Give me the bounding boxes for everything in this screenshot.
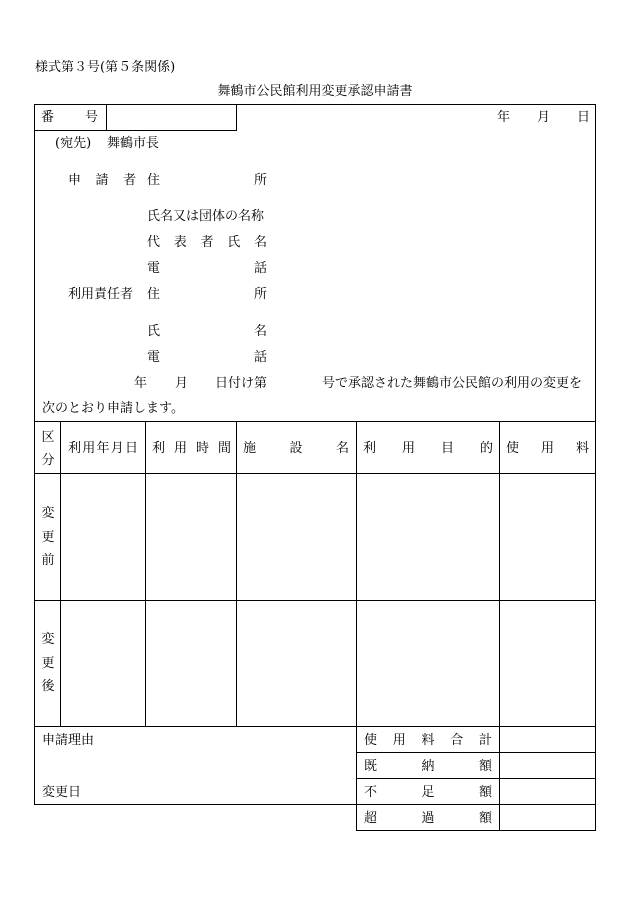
before-time-cell[interactable]: [146, 474, 236, 600]
frame-left: [34, 104, 35, 804]
bottom-line-4: [356, 830, 596, 831]
phone-char: 電: [147, 350, 161, 365]
row-after-char: 後: [41, 679, 55, 694]
address-char: 住: [147, 287, 161, 302]
row-after-char: 変: [41, 632, 55, 647]
after-purpose-cell[interactable]: [357, 601, 499, 726]
after-facility-cell[interactable]: [237, 601, 356, 726]
statement-line2: 次のとおり申請します。: [42, 401, 184, 416]
hdr-char: 利: [363, 441, 377, 456]
statement-day-no: 日付け第: [215, 376, 268, 391]
ft-char: 用: [392, 733, 406, 748]
hdr-char: 設: [289, 441, 303, 456]
form-number: 様式第３号(第５条関係): [35, 60, 176, 75]
row-label-after: [36, 633, 60, 693]
before-date-cell[interactable]: [61, 474, 145, 600]
hdr-char: 用: [82, 441, 96, 456]
ft-char: 使: [364, 733, 378, 748]
frame-right: [595, 104, 596, 831]
hdr-char: 用: [401, 441, 415, 456]
header-category: [36, 431, 60, 467]
applicant-role-char: 請: [95, 173, 109, 188]
hdr-char: 使: [506, 441, 520, 456]
header-category-char: 区: [41, 430, 55, 445]
pd-char: 納: [421, 759, 435, 774]
responsible-role-label: 利用責任者: [68, 287, 134, 302]
hdr-char: 年: [96, 441, 110, 456]
before-purpose-cell[interactable]: [357, 474, 499, 600]
hdr-char: 用: [173, 441, 187, 456]
hdr-char: 時: [195, 441, 209, 456]
number-box-bottom: [34, 130, 237, 131]
pd-char: 既: [364, 759, 378, 774]
address-char: 所: [253, 173, 267, 188]
header-purpose: [363, 442, 493, 455]
row-after-char: 更: [41, 655, 55, 671]
fee-total-label: [364, 734, 492, 747]
number-label: [41, 111, 98, 124]
responsible-address-label: [147, 288, 267, 301]
hdr-char: 的: [479, 441, 493, 456]
before-facility-cell[interactable]: [237, 474, 356, 600]
paid-field[interactable]: [500, 753, 595, 778]
fee-total-field[interactable]: [500, 727, 595, 752]
date-year-label: 年: [497, 110, 511, 125]
hdr-char: 間: [217, 441, 231, 456]
excess-row-left: [356, 804, 357, 831]
name-char: 名: [253, 324, 267, 339]
ft-char: 合: [450, 733, 464, 748]
paid-label: [364, 760, 492, 773]
before-fee-cell[interactable]: [500, 474, 595, 600]
statement-month: 月: [175, 376, 189, 391]
number-label-char-2: 号: [84, 110, 98, 125]
hdr-char: 日: [124, 441, 138, 456]
applicant-phone-label: [147, 262, 267, 275]
after-time-cell[interactable]: [146, 601, 236, 726]
ft-char: 計: [478, 733, 492, 748]
hdr-char: 利: [68, 441, 82, 456]
change-date-label: 変更日: [42, 785, 82, 800]
hdr-char: 名: [335, 441, 349, 456]
addressee-prefix: (宛先): [55, 136, 92, 151]
header-facility: [243, 442, 349, 455]
row-before-char: 更: [41, 529, 55, 545]
date-month-label: 月: [537, 110, 551, 125]
hdr-char: 用: [540, 441, 554, 456]
applicant-role-label: [68, 174, 136, 187]
header-usage-time: [152, 442, 231, 455]
applicant-address-label: [147, 174, 267, 187]
applicant-org-name-label: 氏名又は団体の名称: [147, 209, 265, 224]
hdr-char: 施: [243, 441, 257, 456]
applicant-role-char: 者: [122, 173, 136, 188]
row-before-char: 前: [41, 553, 55, 568]
applicant-representative-label: [147, 236, 267, 249]
phone-char: 話: [253, 261, 267, 276]
table-top: [34, 421, 596, 422]
after-fee-cell[interactable]: [500, 601, 595, 726]
form-title: 舞鶴市公民館利用変更承認申請書: [217, 84, 413, 99]
pd-char: 額: [478, 759, 492, 774]
header-fee: [506, 442, 589, 455]
phone-char: 話: [253, 350, 267, 365]
address-char: 住: [147, 173, 161, 188]
statement-rest: 号で承認された舞鶴市公民館の利用の変更を: [322, 376, 583, 391]
hdr-char: 目: [440, 441, 454, 456]
shortage-field[interactable]: [500, 779, 595, 804]
number-label-char-1: 番: [41, 110, 55, 125]
ex-char: 過: [421, 811, 435, 826]
date-day-label: 日: [577, 110, 591, 125]
number-box-right: [236, 104, 237, 130]
sh-char: 額: [478, 785, 492, 800]
ex-char: 超: [364, 811, 378, 826]
phone-char: 電: [147, 261, 161, 276]
rep-char: 者: [200, 235, 214, 250]
addressee-name: 舞鶴市長: [107, 136, 160, 151]
hdr-char: 料: [575, 441, 589, 456]
rep-char: 表: [173, 235, 187, 250]
responsible-name-label: [147, 325, 267, 338]
excess-field[interactable]: [500, 805, 595, 830]
sh-char: 足: [421, 785, 435, 800]
rep-char: 名: [253, 235, 267, 250]
statement-year: 年: [134, 376, 148, 391]
responsible-phone-label: [147, 351, 267, 364]
hdr-char: 月: [110, 441, 124, 456]
number-value-field[interactable]: [107, 105, 236, 130]
reason-label: 申請理由: [42, 733, 95, 748]
after-date-cell[interactable]: [61, 601, 145, 726]
shortage-label: [364, 786, 492, 799]
excess-label: [364, 812, 492, 825]
rep-char: 代: [147, 235, 161, 250]
address-char: 所: [253, 287, 267, 302]
applicant-role-char: 申: [68, 173, 82, 188]
sh-char: 不: [364, 785, 378, 800]
row-before-char: 変: [41, 506, 55, 521]
ex-char: 額: [478, 811, 492, 826]
rep-char: 氏: [227, 235, 241, 250]
header-usage-date: [68, 442, 138, 455]
row-label-before: [36, 507, 60, 567]
name-char: 氏: [147, 324, 161, 339]
ft-char: 料: [421, 733, 435, 748]
hdr-char: 利: [152, 441, 166, 456]
header-category-char: 分: [41, 453, 55, 468]
